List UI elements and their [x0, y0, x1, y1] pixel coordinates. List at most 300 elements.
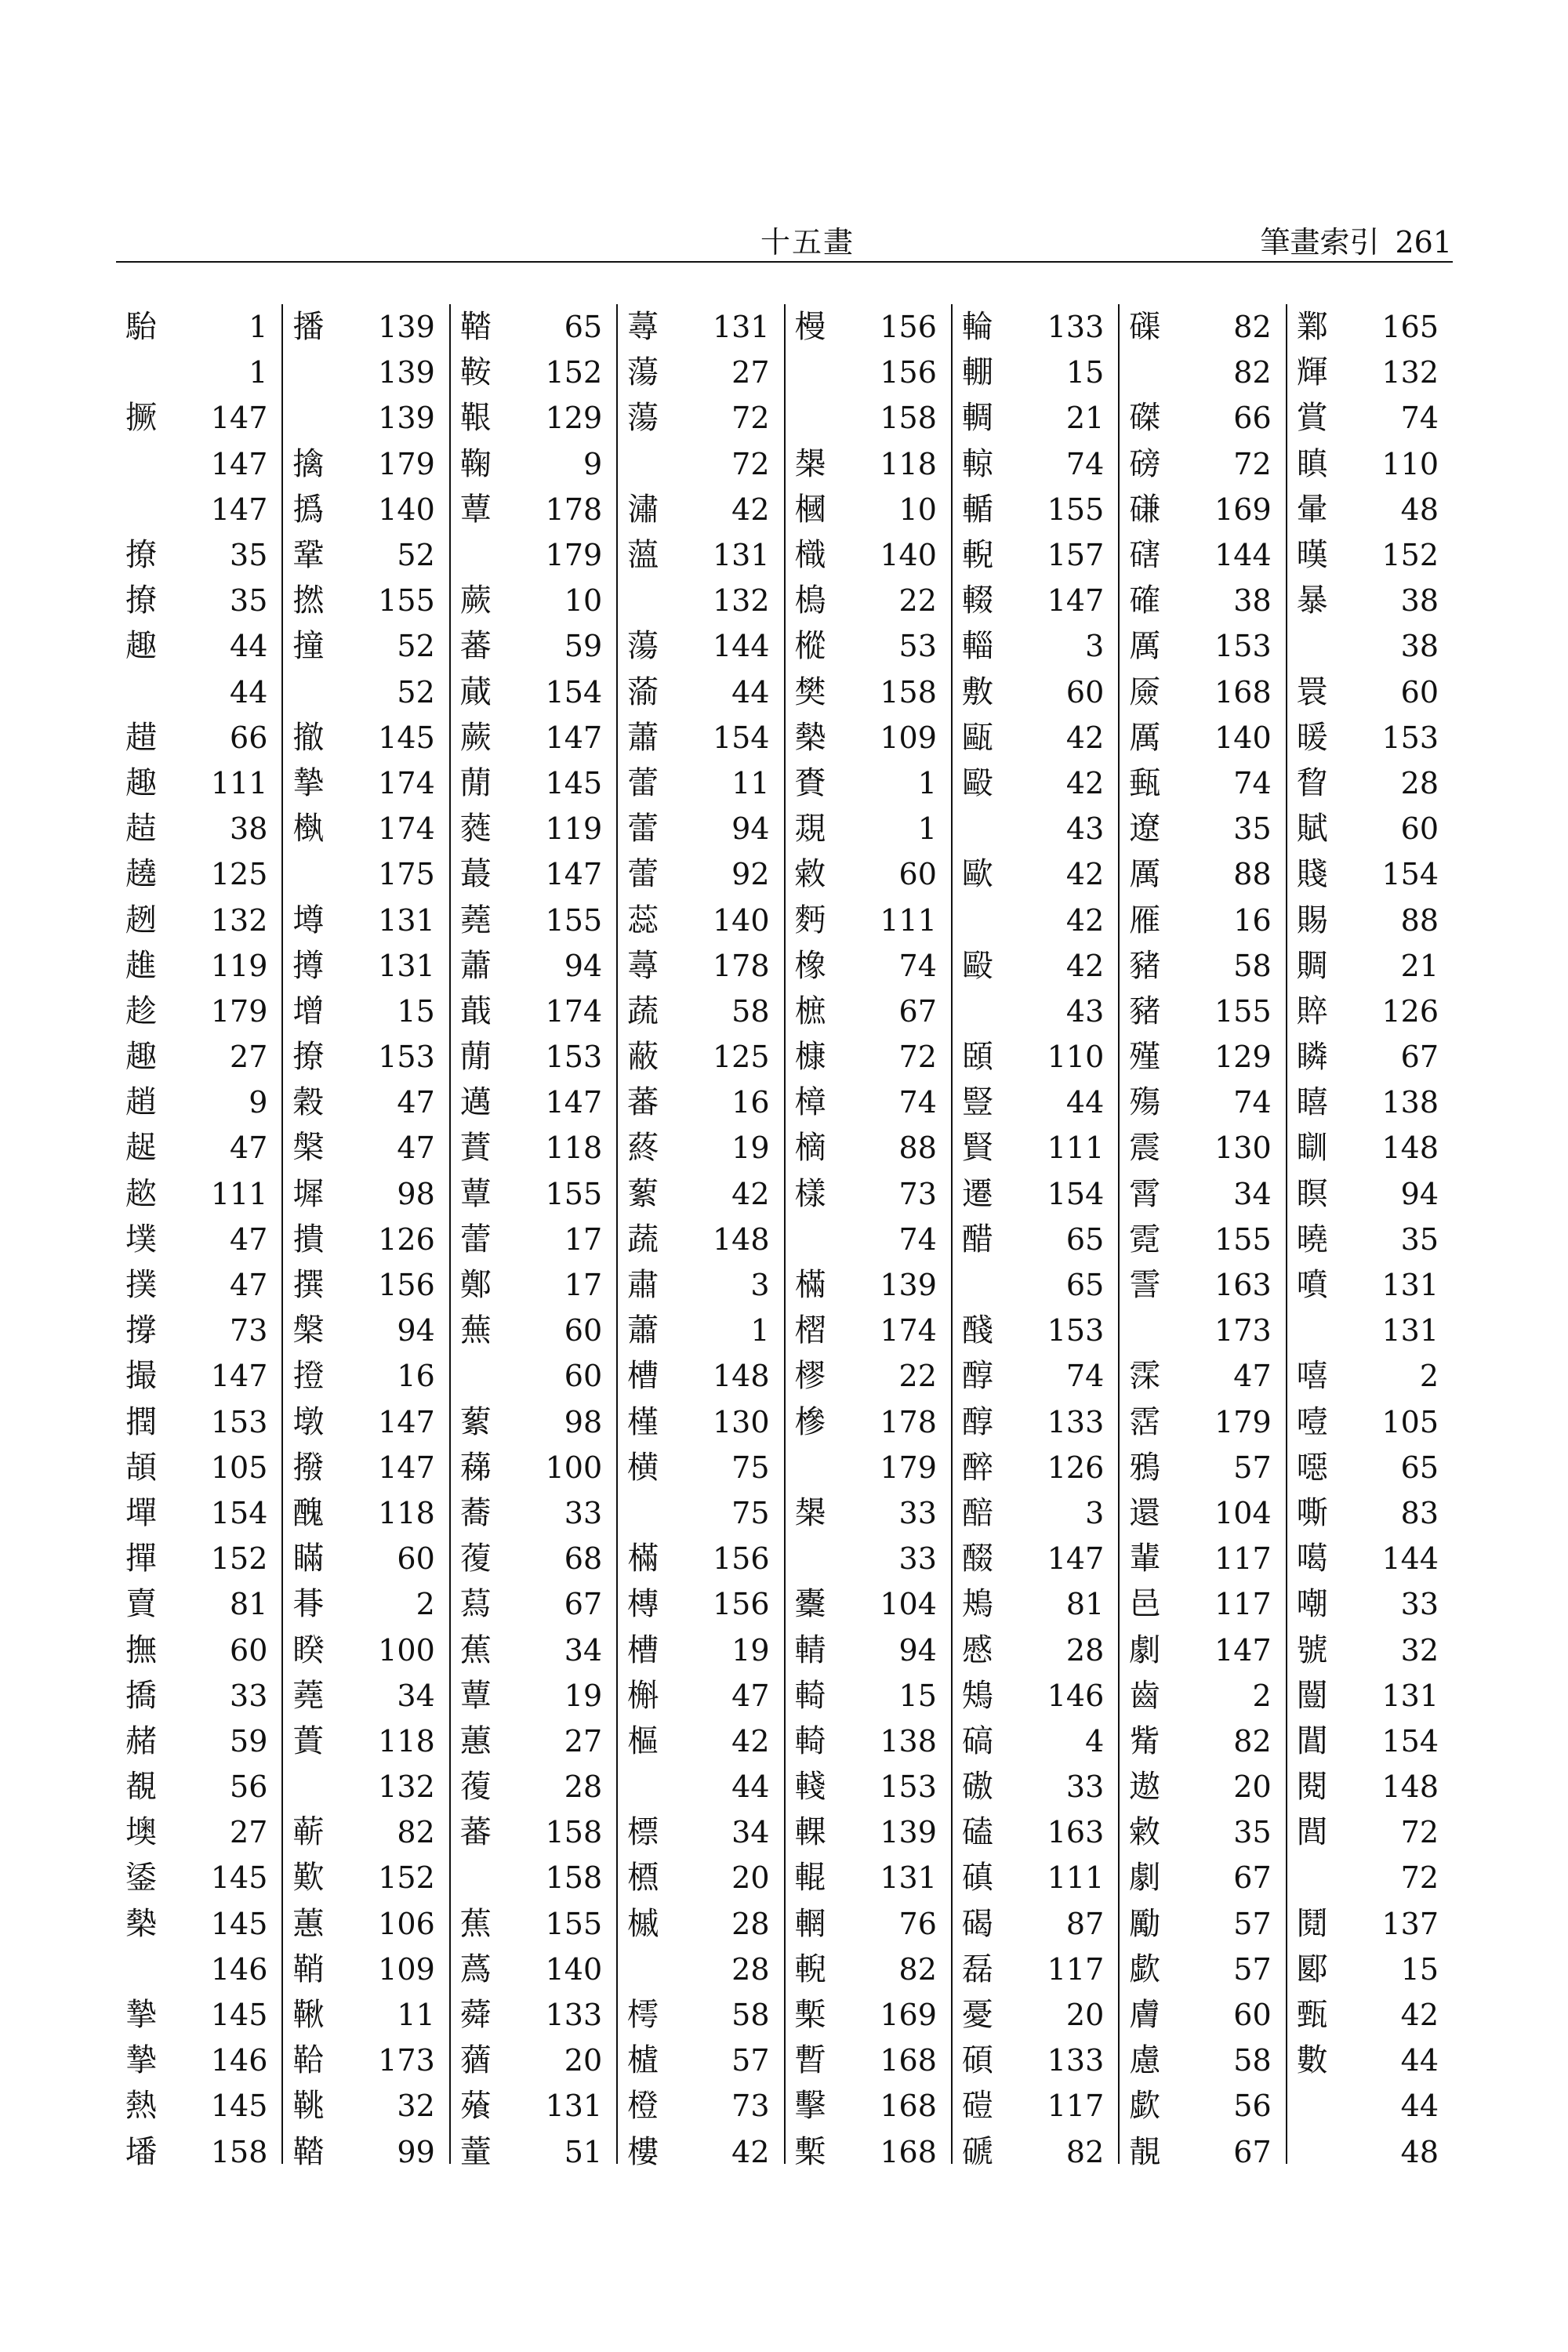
- index-entry: [1129, 1992, 1271, 2038]
- entry-page: 72: [1400, 1815, 1439, 1850]
- entry-page: 144: [1214, 538, 1272, 573]
- entry-page: 153: [378, 1040, 435, 1075]
- entry-character: 蕈: [459, 491, 492, 528]
- entry-character: 輴: [961, 491, 993, 528]
- entry-character: 鞦: [292, 1997, 325, 2034]
- entry-character: 頣: [961, 1039, 993, 1076]
- index-entry: [1129, 943, 1271, 989]
- index-entry: [795, 395, 937, 441]
- index-entry: [795, 1125, 937, 1171]
- index-entry: [1297, 1627, 1439, 1672]
- entry-page: 133: [1047, 1404, 1105, 1439]
- entry-page: 82: [397, 1815, 435, 1850]
- entry-character: 碻: [961, 1722, 993, 1759]
- entry-page: 129: [1214, 1040, 1272, 1075]
- entry-page: 175: [378, 857, 435, 892]
- entry-page: 169: [880, 1998, 937, 2033]
- entry-character: 碣: [961, 1905, 993, 1942]
- index-entry: [962, 304, 1104, 350]
- index-entry: [795, 1627, 937, 1672]
- entry-page: 48: [1400, 492, 1439, 527]
- index-entry: [627, 715, 769, 760]
- entry-page: 47: [1233, 1359, 1272, 1394]
- entry-character: 横: [627, 1449, 659, 1486]
- entry-page: 19: [731, 1632, 770, 1668]
- entry-page: 146: [210, 1951, 268, 1987]
- entry-page: 147: [1214, 1632, 1272, 1668]
- index-entry: [292, 532, 434, 578]
- index-entry: [1297, 1080, 1439, 1125]
- entry-character: 蕤: [459, 811, 492, 848]
- entry-character: 摯: [292, 764, 325, 801]
- entry-page: 132: [210, 902, 268, 938]
- entry-page: 147: [378, 1450, 435, 1485]
- index-entry: [460, 897, 602, 942]
- index-entry: [292, 897, 434, 942]
- entry-page: 173: [378, 2043, 435, 2078]
- entry-page: 15: [1400, 1951, 1439, 1987]
- index-entry: [962, 1901, 1104, 1947]
- index-entry: [795, 1764, 937, 1809]
- entry-page: 83: [1400, 1495, 1439, 1530]
- index-entry: [125, 1353, 267, 1399]
- entry-page: 33: [898, 1495, 937, 1530]
- entry-page: 155: [1214, 1221, 1272, 1257]
- entry-page: 34: [564, 1632, 603, 1668]
- entry-character: 齒: [1129, 1677, 1161, 1714]
- entry-page: 139: [378, 401, 435, 436]
- entry-character: 蕃: [459, 628, 492, 665]
- index-entry: [627, 1855, 769, 1900]
- entry-character: 嘲: [1296, 1586, 1328, 1623]
- entry-page: 38: [1400, 629, 1439, 664]
- index-entry: [125, 897, 267, 942]
- index-entry: [460, 1947, 602, 1992]
- entry-page: 15: [898, 1678, 937, 1713]
- index-entry: [1297, 1171, 1439, 1217]
- entry-character: 鞈: [292, 2042, 325, 2079]
- index-entry: [627, 532, 769, 578]
- entry-character: 賢: [961, 1130, 993, 1167]
- entry-character: 醇: [961, 1358, 993, 1395]
- index-entry: [627, 1719, 769, 1764]
- index-entry: [1129, 1445, 1271, 1490]
- entry-character: 槫: [627, 1586, 659, 1623]
- entry-page: 133: [1047, 310, 1105, 345]
- entry-page: 131: [378, 902, 435, 938]
- entry-character: 蕑: [459, 764, 492, 801]
- entry-character: 樊: [794, 673, 826, 710]
- entry-character: 趣: [125, 628, 157, 665]
- entry-character: 醜: [292, 1494, 325, 1531]
- index-entry: [1297, 1901, 1439, 1947]
- index-entry: [1297, 1125, 1439, 1171]
- index-entry: [962, 1262, 1104, 1308]
- index-entry: [460, 1673, 602, 1719]
- index-entry: [292, 304, 434, 350]
- entry-character: 遼: [1129, 811, 1161, 848]
- index-entry: [460, 1992, 602, 2038]
- entry-character: 鴉: [1129, 1449, 1161, 1486]
- entry-character: 甌: [961, 719, 993, 756]
- index-entry: [962, 806, 1104, 851]
- index-entry: [962, 1353, 1104, 1399]
- index-entry: [125, 1536, 267, 1581]
- index-entry: [1129, 1308, 1271, 1353]
- entry-character: 蕠: [627, 1175, 659, 1212]
- entry-character: 槲: [627, 1677, 659, 1714]
- entry-page: 3: [750, 1268, 770, 1303]
- index-entry: [962, 1217, 1104, 1262]
- index-entry: [1129, 670, 1271, 715]
- entry-page: 146: [210, 2043, 268, 2078]
- entry-character: 醅: [961, 1494, 993, 1531]
- entry-character: 趔: [125, 902, 157, 938]
- entry-page: 111: [210, 765, 268, 800]
- entry-page: 117: [1047, 2089, 1105, 2124]
- entry-page: 140: [545, 1951, 603, 1987]
- entry-page: 42: [731, 492, 770, 527]
- entry-character: 撫: [125, 1632, 157, 1668]
- entry-page: 28: [731, 1906, 770, 1941]
- index-entry: [1129, 1764, 1271, 1809]
- entry-page: 47: [731, 1678, 770, 1713]
- entry-character: 槱: [627, 1860, 659, 1896]
- entry-page: 147: [210, 446, 268, 481]
- entry-character: 遷: [961, 1175, 993, 1212]
- index-entry: [1297, 989, 1439, 1034]
- entry-character: 賚: [794, 764, 826, 801]
- entry-character: 毆: [961, 947, 993, 984]
- entry-character: 醇: [961, 1403, 993, 1440]
- index-entry: [795, 532, 937, 578]
- entry-page: 147: [210, 492, 268, 527]
- entry-character: 墺: [125, 1814, 157, 1851]
- entry-character: 慮: [1129, 2042, 1161, 2079]
- entry-character: 鞜: [292, 2133, 325, 2170]
- entry-character: 潚: [627, 491, 659, 528]
- entry-character: 增: [292, 993, 325, 1029]
- index-entry: [460, 304, 602, 350]
- entry-page: 72: [1233, 446, 1272, 481]
- entry-page: 74: [1400, 401, 1439, 436]
- entry-character: 鞍: [459, 354, 492, 391]
- entry-page: 140: [880, 538, 937, 573]
- entry-page: 17: [564, 1221, 603, 1257]
- index-entry: [460, 1399, 602, 1445]
- entry-character: 甄: [1296, 1997, 1328, 2034]
- entry-character: 蕎: [459, 1494, 492, 1531]
- index-entry: [292, 1353, 434, 1399]
- entry-character: 磑: [961, 2088, 993, 2125]
- entry-character: 撩: [292, 1039, 325, 1076]
- entry-page: 165: [1381, 310, 1439, 345]
- index-entry: [125, 578, 267, 623]
- entry-character: 閭: [1296, 1814, 1328, 1851]
- index-entry: [627, 670, 769, 715]
- entry-character: 撌: [292, 1221, 325, 1258]
- index-entry: [795, 1855, 937, 1900]
- index-entry: [627, 943, 769, 989]
- entry-character: 慼: [961, 1632, 993, 1668]
- entry-character: 噶: [1296, 1541, 1328, 1577]
- entry-page: 146: [1047, 1678, 1105, 1713]
- entry-page: 126: [1047, 1450, 1105, 1485]
- index-entry: [627, 1581, 769, 1627]
- entry-character: 墠: [125, 1494, 157, 1531]
- index-entry: [795, 1719, 937, 1764]
- entry-character: 趌: [125, 811, 157, 848]
- entry-page: 75: [731, 1450, 770, 1485]
- index-entry: [292, 1536, 434, 1581]
- entry-page: 59: [230, 1723, 268, 1759]
- entry-character: 磕: [961, 1814, 993, 1851]
- entry-page: 74: [898, 948, 937, 983]
- index-entry: [1129, 1353, 1271, 1399]
- entry-page: 3: [1085, 1495, 1105, 1530]
- entry-character: 標: [627, 1814, 659, 1851]
- index-entry: [1297, 2129, 1439, 2175]
- index-column: [951, 304, 1118, 2170]
- entry-page: 52: [397, 674, 435, 710]
- index-entry: [460, 1719, 602, 1764]
- index-entry: [1297, 897, 1439, 942]
- entry-page: 158: [545, 1815, 603, 1850]
- entry-character: 瞓: [1296, 1130, 1328, 1167]
- entry-character: 曉: [1296, 1221, 1328, 1258]
- entry-page: 20: [1233, 1769, 1272, 1805]
- entry-page: 60: [898, 857, 937, 892]
- entry-page: 74: [1233, 1085, 1272, 1120]
- entry-character: 瞞: [292, 1541, 325, 1577]
- entry-page: 100: [378, 1632, 435, 1668]
- index-entry: [460, 1445, 602, 1490]
- entry-page: 133: [545, 1998, 603, 2033]
- entry-page: 163: [1214, 1268, 1272, 1303]
- index-entry: [1297, 395, 1439, 441]
- entry-page: 118: [545, 1131, 603, 1166]
- entry-character: 穀: [292, 1084, 325, 1121]
- entry-page: 111: [210, 1176, 268, 1211]
- entry-page: 32: [1400, 1632, 1439, 1668]
- entry-page: 72: [731, 446, 770, 481]
- entry-character: 暵: [1296, 537, 1328, 574]
- entry-character: 閱: [1296, 1769, 1328, 1806]
- entry-character: 蕾: [459, 1221, 492, 1258]
- entry-page: 67: [564, 1587, 603, 1622]
- entry-character: 趡: [125, 947, 157, 984]
- entry-page: 15: [1065, 355, 1105, 390]
- index-entry: [627, 760, 769, 806]
- entry-page: 38: [230, 811, 268, 847]
- index-entry: [292, 715, 434, 760]
- index-entry: [125, 1673, 267, 1719]
- index-entry: [1297, 1217, 1439, 1262]
- entry-character: 槼: [794, 1494, 826, 1531]
- index-entry: [460, 1901, 602, 1947]
- entry-page: 44: [1400, 2043, 1439, 2078]
- entry-character: 鞏: [292, 537, 325, 574]
- entry-character: 槽: [627, 1632, 659, 1668]
- entry-page: 38: [1233, 583, 1272, 619]
- entry-character: 蕧: [459, 1769, 492, 1806]
- index-entry: [1129, 1627, 1271, 1672]
- index-entry: [1129, 2129, 1271, 2175]
- entry-character: 邁: [459, 1084, 492, 1121]
- index-entry: [962, 532, 1104, 578]
- entry-character: 撩: [125, 583, 157, 619]
- entry-character: 趗: [125, 1130, 157, 1167]
- index-entry: [962, 943, 1104, 989]
- entry-character: 賥: [1296, 993, 1328, 1029]
- entry-page: 178: [880, 1404, 937, 1439]
- entry-page: 1: [917, 765, 937, 800]
- entry-character: 閶: [1296, 1722, 1328, 1759]
- entry-page: 21: [1400, 948, 1439, 983]
- index-entry: [795, 851, 937, 897]
- entry-character: 樣: [794, 1175, 826, 1212]
- index-entry: [627, 1673, 769, 1719]
- entry-page: 51: [564, 2134, 603, 2169]
- index-entry: [292, 1445, 434, 1490]
- entry-character: 確: [1129, 583, 1161, 619]
- index-entry: [1297, 851, 1439, 897]
- entry-character: 賤: [1296, 856, 1328, 893]
- entry-character: 槿: [627, 1403, 659, 1440]
- entry-page: 57: [731, 2043, 770, 2078]
- entry-page: 163: [1047, 1815, 1105, 1850]
- entry-page: 35: [230, 538, 268, 573]
- entry-page: 158: [545, 1860, 603, 1896]
- index-entry: [795, 806, 937, 851]
- entry-character: 蕵: [459, 2088, 492, 2125]
- entry-character: 橡: [794, 947, 826, 984]
- index-entry: [962, 715, 1104, 760]
- entry-character: 槶: [794, 491, 826, 528]
- entry-page: 22: [898, 583, 937, 619]
- index-entry: [292, 1764, 434, 1809]
- index-entry: [125, 715, 267, 760]
- entry-character: 輢: [794, 1677, 826, 1714]
- index-entry: [795, 989, 937, 1034]
- entry-page: 44: [731, 1769, 770, 1805]
- section-heading: 十五畫: [760, 225, 855, 260]
- entry-page: 140: [1214, 720, 1272, 755]
- entry-page: 35: [1233, 1815, 1272, 1850]
- index-entry: [292, 2038, 434, 2083]
- entry-character: 蔬: [627, 993, 659, 1029]
- index-entry: [1129, 1536, 1271, 1581]
- entry-character: 槽: [627, 1358, 659, 1395]
- index-entry: [125, 441, 267, 487]
- entry-page: 138: [880, 1723, 937, 1759]
- entry-character: 醊: [961, 1541, 993, 1577]
- entry-page: 82: [898, 1951, 937, 1987]
- entry-character: 蕍: [627, 673, 659, 710]
- index-entry: [962, 989, 1104, 1034]
- index-entry: [1297, 1399, 1439, 1445]
- entry-page: 11: [731, 765, 770, 800]
- entry-character: 熱: [125, 2088, 157, 2125]
- entry-character: 櫜: [794, 1586, 826, 1623]
- index-entry: [292, 1581, 434, 1627]
- entry-character: 樞: [627, 1722, 659, 1759]
- entry-page: 47: [230, 1131, 268, 1166]
- index-entry: [962, 1855, 1104, 1900]
- entry-page: 60: [564, 1359, 603, 1394]
- entry-page: 132: [1381, 355, 1439, 390]
- index-entry: [292, 623, 434, 669]
- index-entry: [1129, 2083, 1271, 2129]
- entry-page: 75: [731, 1495, 770, 1530]
- entry-character: 磔: [1129, 400, 1161, 437]
- index-entry: [795, 1581, 937, 1627]
- entry-page: 154: [545, 674, 603, 710]
- entry-character: 磝: [961, 1769, 993, 1806]
- entry-page: 47: [397, 1131, 435, 1166]
- entry-page: 43: [1065, 811, 1105, 847]
- index-entry: [292, 1262, 434, 1308]
- index-entry: [1297, 578, 1439, 623]
- index-entry: [1129, 851, 1271, 897]
- entry-page: 147: [545, 1085, 603, 1120]
- entry-character: 擊: [794, 2088, 826, 2125]
- entry-page: 44: [731, 674, 770, 710]
- index-entry: [125, 2083, 267, 2129]
- entry-page: 81: [1065, 1587, 1105, 1622]
- entry-character: 歎: [292, 1860, 325, 1896]
- index-entry: [292, 989, 434, 1034]
- entry-page: 42: [1400, 1998, 1439, 2033]
- entry-page: 74: [1065, 1359, 1105, 1394]
- entry-page: 117: [1214, 1587, 1272, 1622]
- entry-page: 16: [731, 1085, 770, 1120]
- index-entry: [962, 1627, 1104, 1672]
- index-entry: [460, 2038, 602, 2083]
- entry-character: 郾: [1296, 1951, 1328, 1987]
- index-entry: [1297, 1809, 1439, 1855]
- index-entry: [460, 2083, 602, 2129]
- entry-character: 趞: [125, 719, 157, 756]
- index-entry: [962, 1581, 1104, 1627]
- index-entry: [460, 1034, 602, 1080]
- index-entry: [1129, 1490, 1271, 1536]
- entry-character: 蕺: [459, 993, 492, 1029]
- entry-character: 蕩: [627, 354, 659, 391]
- entry-page: 33: [230, 1678, 268, 1713]
- entry-page: 82: [1233, 1723, 1272, 1759]
- entry-page: 173: [1214, 1313, 1272, 1348]
- index-entry: [962, 2038, 1104, 2083]
- entry-page: 126: [378, 1221, 435, 1257]
- entry-character: 磊: [961, 1951, 993, 1987]
- entry-character: 輝: [1296, 354, 1328, 391]
- entry-page: 74: [898, 1221, 937, 1257]
- index-entry: [795, 1353, 937, 1399]
- entry-page: 34: [731, 1815, 770, 1850]
- entry-character: 蔠: [627, 1130, 659, 1167]
- index-entry: [627, 1992, 769, 2038]
- entry-character: 勵: [1129, 1905, 1161, 1942]
- entry-character: 厲: [1129, 719, 1161, 756]
- entry-page: 19: [564, 1678, 603, 1713]
- entry-page: 33: [1065, 1769, 1105, 1805]
- entry-character: 蕨: [459, 583, 492, 619]
- entry-page: 42: [731, 1723, 770, 1759]
- entry-character: 輤: [794, 1632, 826, 1668]
- entry-page: 154: [1047, 1176, 1105, 1211]
- entry-character: 敷: [961, 673, 993, 710]
